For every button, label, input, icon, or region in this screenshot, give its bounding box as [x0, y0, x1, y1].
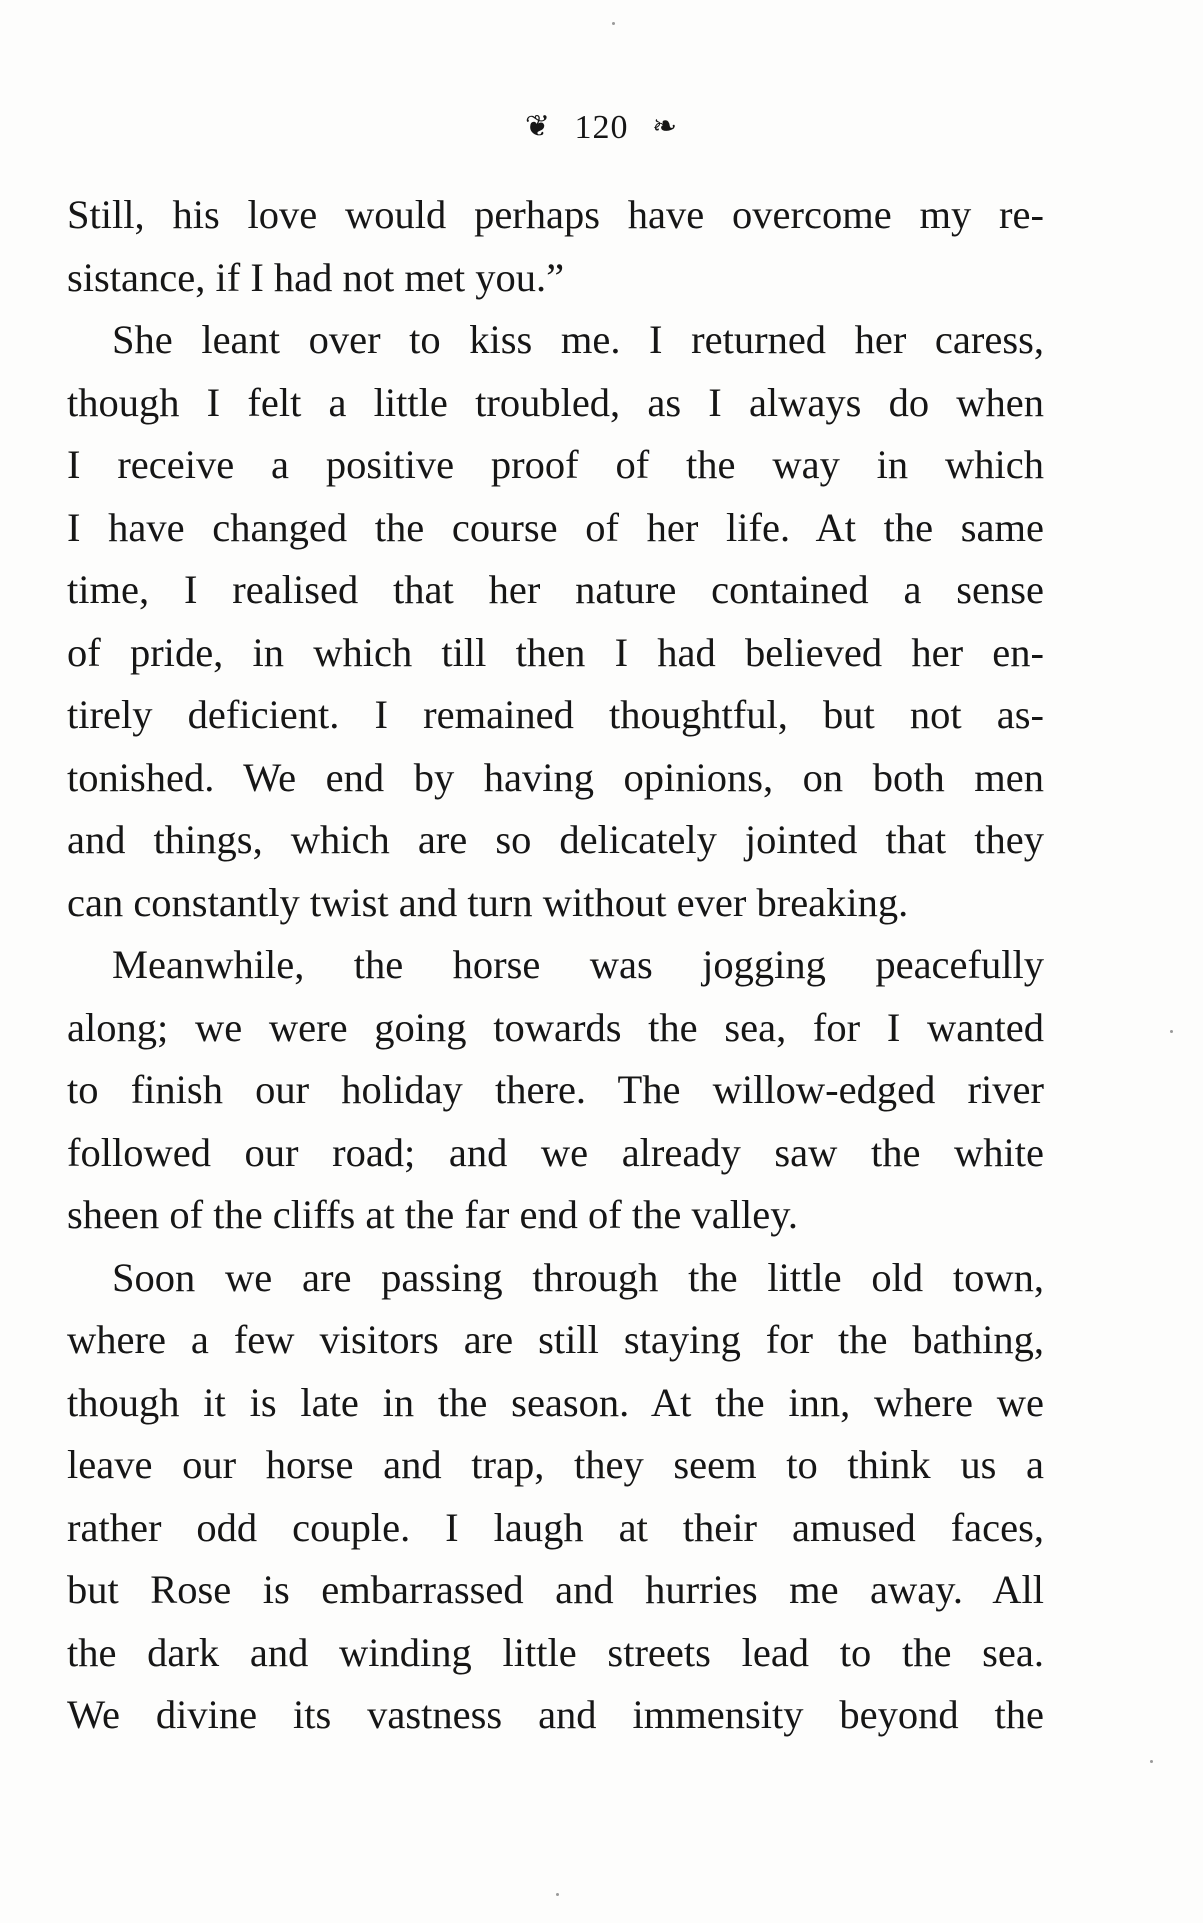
text-line: rather odd couple. I laugh at their amused faces, — [67, 1504, 1044, 1550]
fleuron-right-icon: ❧ — [652, 110, 679, 143]
paper-speck — [612, 22, 615, 25]
text-line: Soon we are passing through the little old town, — [112, 1254, 1044, 1300]
text-line: tirely deficient. I remained thoughtful, but not as- — [67, 692, 1044, 737]
text-line: sistance, if I had not met you.” — [67, 254, 565, 300]
text-line: tonished. We end by having opinions, on both men — [67, 754, 1044, 800]
text-line: time, I realised that her nature contained a sense — [67, 567, 1044, 612]
text-line: Still, his love would perhaps have overcome my re- — [67, 192, 1044, 237]
text-line: of pride, in which till then I had believed her en- — [67, 629, 1044, 675]
fleuron-left-icon: ❦ — [524, 110, 551, 143]
text-line: I have changed the course of her life. At the same — [67, 504, 1044, 550]
text-line: though it is late in the season. At the inn, where we — [67, 1379, 1044, 1425]
paper-speck — [556, 1893, 559, 1896]
text-line: sheen of the cliffs at the far end of the valley. — [67, 1192, 798, 1237]
text-line: but Rose is embarrassed and hurries me away. All — [67, 1567, 1044, 1612]
text-line: and things, which are so delicately jointed that they — [67, 817, 1044, 862]
page-number: 120 — [574, 109, 629, 146]
text-line: though I felt a little troubled, as I always do when — [67, 379, 1044, 425]
text-line: followed our road; and we already saw the white — [67, 1129, 1044, 1175]
text-line: She leant over to kiss me. I returned her caress, — [112, 317, 1044, 362]
text-line: along; we were going towards the sea, for I wanted — [67, 1004, 1044, 1050]
text-line: Meanwhile, the horse was jogging peacefully — [112, 942, 1044, 987]
text-line: I receive a positive proof of the way in which — [67, 442, 1044, 487]
text-line: where a few visitors are still staying for the bathing, — [67, 1317, 1044, 1362]
paper-speck — [1170, 1030, 1173, 1033]
text-line: can constantly twist and turn without ever breaking. — [67, 879, 909, 925]
text-line: to finish our holiday there. The willow-edged river — [67, 1067, 1044, 1112]
page-header — [0, 108, 1203, 149]
paper-speck — [1150, 1760, 1153, 1763]
text-line: the dark and winding little streets lead to the sea. — [67, 1629, 1044, 1675]
text-line: We divine its vastness and immensity beyond the — [67, 1692, 1044, 1737]
body-text — [67, 184, 1044, 1747]
text-line: leave our horse and trap, they seem to think us a — [67, 1442, 1044, 1487]
